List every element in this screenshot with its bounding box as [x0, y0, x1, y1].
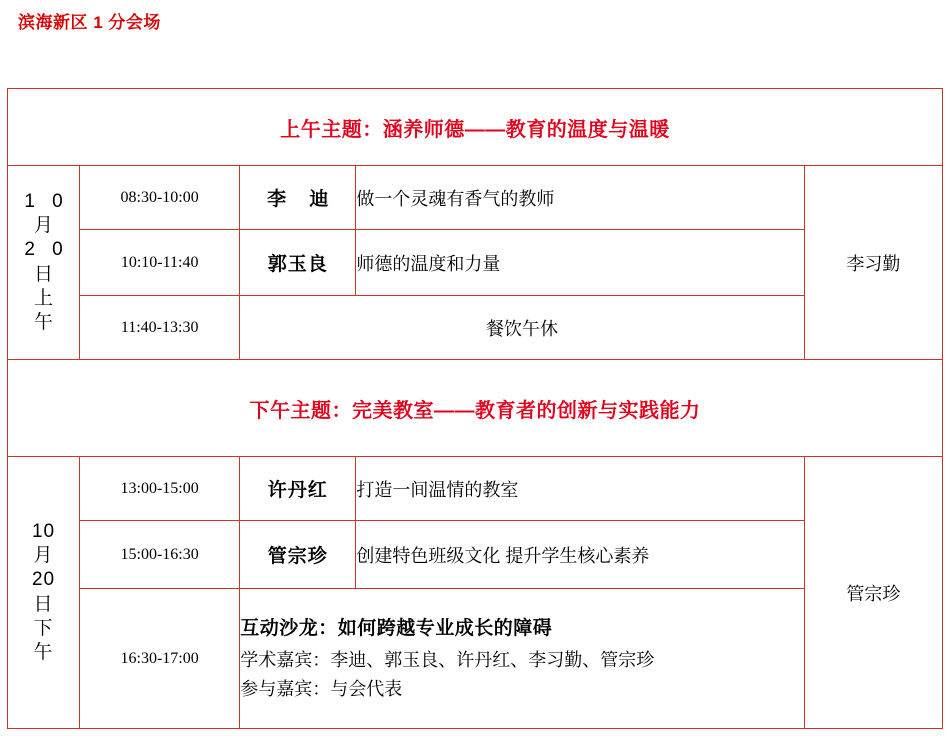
afternoon-session-header: 下午主题：完美教室——教育者的创新与实践能力	[8, 360, 943, 457]
date-line: 上	[34, 287, 60, 309]
topic-cell: 创建特色班级文化 提升学生核心素养	[356, 521, 804, 589]
salon-participants: 参与嘉宾：与会代表	[240, 678, 403, 699]
speaker-cell: 郭玉良	[240, 230, 356, 296]
time-cell: 15:00-16:30	[80, 521, 240, 589]
topic-cell: 做一个灵魂有香气的教师	[356, 166, 804, 230]
date-line: 月	[33, 544, 54, 566]
time-cell: 13:00-15:00	[80, 457, 240, 521]
topic-cell: 打造一间温情的教室	[356, 457, 804, 521]
date-line: 日	[33, 593, 54, 615]
host-cell: 管宗珍	[804, 457, 942, 729]
time-cell: 08:30-10:00	[80, 166, 240, 230]
salon-title: 互动沙龙：如何跨越专业成长的障碍	[240, 618, 553, 640]
table-row	[8, 296, 943, 360]
speaker-cell: 李 迪	[240, 166, 356, 230]
salon-cell	[240, 589, 805, 729]
page-title: 滨海新区 1 分会场	[18, 13, 161, 32]
morning-date-cell	[8, 166, 80, 360]
date-line: 午	[34, 312, 60, 334]
date-line: 20	[31, 569, 56, 591]
table-row	[8, 589, 943, 729]
host-cell: 李习勤	[804, 166, 942, 360]
speaker-cell: 许丹红	[240, 457, 356, 521]
table-row	[8, 360, 943, 457]
schedule-table	[7, 88, 943, 729]
morning-session-header: 上午主题：涵养师德——教育的温度与温暖	[8, 89, 943, 166]
date-line: 1 0	[24, 190, 69, 212]
date-line: 2 0	[24, 239, 69, 261]
date-line: 月	[34, 214, 60, 236]
time-cell: 16:30-17:00	[80, 589, 240, 729]
date-line: 下	[33, 617, 54, 639]
topic-cell: 师德的温度和力量	[356, 230, 804, 296]
salon-academic-guests: 学术嘉宾：李迪、郭玉良、许丹红、李习勤、管宗珍	[240, 650, 655, 671]
date-line: 午	[33, 642, 54, 664]
time-cell: 10:10-11:40	[80, 230, 240, 296]
date-line: 日	[34, 263, 60, 285]
lunch-break-cell: 餐饮午休	[240, 296, 805, 360]
table-row	[8, 457, 943, 521]
table-row	[8, 521, 943, 589]
time-cell: 11:40-13:30	[80, 296, 240, 360]
speaker-cell: 管宗珍	[240, 521, 356, 589]
table-row	[8, 166, 943, 230]
table-row	[8, 230, 943, 296]
table-row	[8, 89, 943, 166]
date-line: 10	[31, 520, 56, 542]
afternoon-date-cell	[8, 457, 80, 729]
